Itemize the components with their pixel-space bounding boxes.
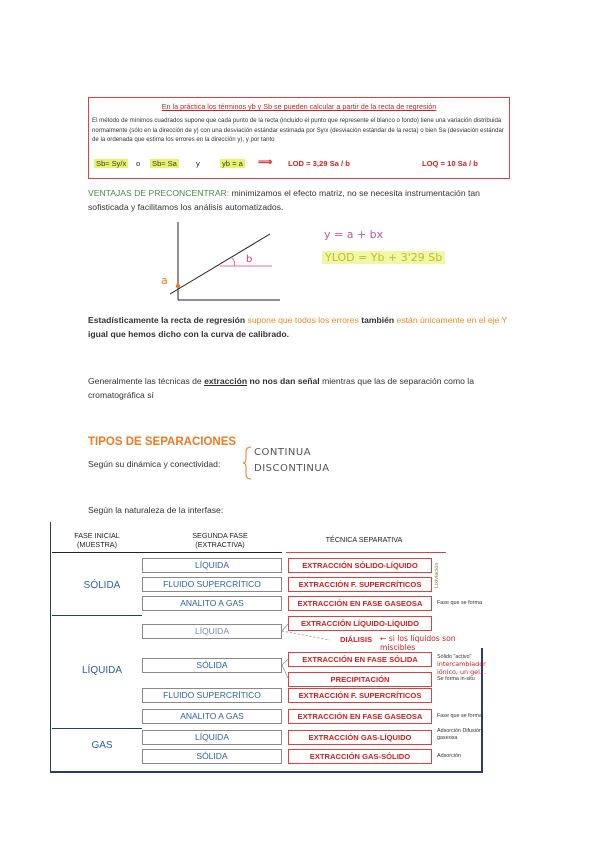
label-a: a [161, 274, 168, 287]
estad-p3: también [358, 315, 397, 325]
eq-sb-sa: Sb≈ Sa [152, 159, 177, 168]
note-r6: Sólido "activo" [437, 654, 472, 660]
tecnica-r5: DIÁLISIS [340, 635, 373, 644]
note-title: En la práctica los términos yb y Sb se pueden calcular a partir de la recta de regresión [161, 102, 437, 111]
ventajas-lead: VENTAJAS DE PRECONCENTRAR: [88, 188, 230, 198]
eq-sb-syx: Sb≈ Sy/x [96, 159, 127, 168]
hand-line-1: y = a + bx [324, 228, 384, 241]
tecnica-r3: EXTRACCIÓN EN FASE GASEOSA [288, 596, 432, 611]
head-rule-left [52, 552, 282, 553]
brace-icon [243, 446, 253, 480]
fase-r9: ANALITO A GAS [142, 709, 282, 724]
tecnica-r11: EXTRACCIÓN GAS-SÓLIDO [288, 749, 432, 764]
eq-loq: LOQ = 10 Sa / b [422, 159, 478, 168]
regression-line [170, 234, 270, 294]
fase-r6: SÓLIDA [142, 658, 282, 673]
tipo-continua: CONTINUA [254, 447, 312, 458]
ventajas-text: minimizamos el efecto matriz, no se necesita instrumentación tan sofisticada y facilitamos los análisis automatizados. [88, 188, 480, 212]
note-r3: Fase que se forma [437, 600, 482, 606]
fase-r11: SÓLIDA [142, 749, 282, 764]
fase-r4: LÍQUIDA [142, 624, 282, 639]
tecnica-r2: EXTRACCIÓN F. SUPERCRÍTICOS [288, 577, 432, 592]
liquid-connectors [50, 616, 350, 686]
side-lixiviacion: Lixiviación [434, 562, 440, 588]
tecnica-r6: EXTRACCIÓN EN FASE SÓLIDA [288, 652, 432, 667]
group-liquida: LÍQUIDA [81, 665, 122, 676]
tipos-naturaleza: Según la naturaleza de la interfase: [88, 505, 224, 515]
note-r7: Se forma in-situ [437, 676, 475, 682]
group-solida: SÓLIDA [83, 580, 121, 591]
hand-r5: ← si los líquidos son miscibles [380, 634, 456, 652]
fase-r8: FLUIDO SUPERCRÍTICO [142, 688, 282, 703]
generalmente-paragraph [88, 374, 518, 402]
estad-p4: están únicamente en el eje Y [396, 315, 508, 325]
fase-r1: LÍQUIDA [142, 558, 282, 573]
note-body: El método de mínimos cuadrados supone que cada punto de la recta (incluido el punto que represente el blanco o fondo) tiene una variación distribuida normalmente (sólo en la dirección de y) con una desviación estándar estimada por Sy/x (desviación estándar de la recta) o bien Sa (desviación estándar de la ordenada que estima los errores en la dirección y), y por tanto [92, 117, 504, 143]
fase-r2: FLUIDO SUPERCRÍTICO [142, 577, 282, 592]
note-r10: Adsorción Difusión gaseosa [437, 728, 482, 741]
tipos-dinamica: Según su dinámica y conectividad: [88, 459, 221, 469]
gen-p5: mientras que las de separación como la cromatográfica sí [88, 376, 474, 400]
head-tecnica: TÉCNICA SEPARATIVA [325, 535, 403, 544]
group-gas: GAS [91, 740, 113, 751]
estad-paragraph [88, 313, 518, 341]
tecnica-r9: EXTRACCIÓN EN FASE GASEOSA [288, 709, 432, 724]
group-divider-2 [52, 728, 142, 729]
eq-lod: LOD = 3,29 Sa / b [288, 159, 350, 168]
regression-note-box [88, 97, 510, 179]
head-rule-right [286, 552, 446, 553]
angle-arc [232, 258, 235, 266]
estad-p2: supone que todos los errores [247, 315, 359, 325]
eq-or: o [136, 159, 141, 168]
arrow-icon: ⟹ [258, 157, 273, 168]
head-segunda-fase: SEGUNDA FASE (EXTRACTIVA) [192, 531, 248, 549]
eq-yb-a: yb = a [222, 159, 243, 168]
estad-p1: Estadísticamente la recta de regresión [88, 315, 248, 325]
tecnica-r4: EXTRACCIÓN LÍQUIDO-LÍQUIDO [288, 616, 432, 631]
tipos-heading: TIPOS DE SEPARACIONES [88, 436, 237, 448]
tipo-discontinua: DISCONTINUA [254, 463, 330, 474]
note-equations [92, 159, 508, 173]
tecnica-r1: EXTRACCIÓN SÓLIDO-LÍQUIDO [288, 558, 432, 573]
ventajas-paragraph [88, 186, 518, 214]
intercept-point [176, 284, 180, 288]
fase-r10: LÍQUIDA [142, 730, 282, 745]
fase-r3: ANALITO A GAS [142, 596, 282, 611]
eq-and: y [196, 159, 200, 168]
label-b: b [246, 254, 253, 265]
estad-p5: igual que hemos dicho con la curva de calibrado. [88, 329, 290, 339]
tecnica-r7: PRECIPITACIÓN [288, 672, 432, 687]
hand-r6: intercambiador iónico, un gel... [437, 660, 486, 676]
head-fase-inicial: FASE INICIAL (MUESTRA) [74, 531, 120, 549]
gen-p1: Generalmente las técnicas de [88, 376, 205, 386]
hand-line-2: YLOD = Yb + 3'29 Sb [322, 251, 445, 264]
note-r9: Fase que se forma [437, 713, 482, 719]
note-r11: Adsorción [437, 753, 461, 759]
gen-p2: extracción [204, 376, 248, 386]
tecnica-r8: EXTRACCIÓN F. SUPERCRÍTICOS [288, 688, 432, 703]
gen-p4: no nos dan señal [249, 376, 320, 386]
regression-sketch [160, 218, 280, 304]
tecnica-r10: EXTRACCIÓN GAS-LÍQUIDO [288, 730, 432, 745]
table-bottom-border [50, 771, 482, 773]
separation-table [50, 522, 488, 774]
